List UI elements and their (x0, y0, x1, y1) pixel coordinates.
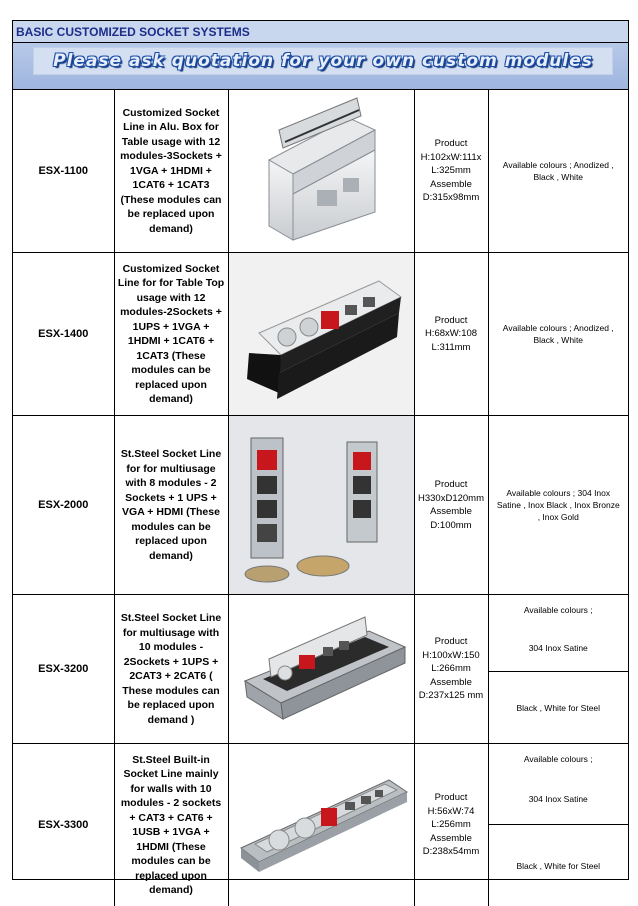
product-dimensions: Product H330xD120mm Assemble D:100mm (414, 416, 488, 595)
table-row (13, 595, 628, 744)
product-description: St.Steel Socket Line for multiusage with 10 modules - 2Sockets + 1UPS + 2CAT3 + 2CAT6 ( These modules can be replaced upon demand ) (114, 595, 228, 744)
colours-header: Available colours ; (489, 744, 629, 774)
colour-option: 304 Inox Satine (489, 625, 629, 671)
product-photo (228, 416, 414, 595)
table-top-socket-image (229, 253, 415, 415)
product-description: Customized Socket Line in Alu. Box for Table usage with 12 modules-3Sockets + 1VGA + 1HDMI + 1CAT6 + 1CAT3 (These modules can be replaced upon demand) (114, 90, 228, 253)
product-code: ESX-1400 (13, 253, 114, 416)
colour-option: Black , White for Steel (489, 824, 629, 906)
available-colours: Available colours ; Anodized , Black , White (488, 253, 628, 416)
product-code: ESX-1100 (13, 90, 114, 253)
steel-tower-socket-image (229, 416, 415, 594)
product-dimensions: Product H:102xW:111x L:325mm Assemble D:315x98mm (414, 90, 488, 253)
product-dimensions: Product H:100xW:150 L:266mm Assemble D:237x125 mm (414, 595, 488, 744)
product-photo (228, 253, 414, 416)
colour-option: Black , White for Steel (489, 671, 629, 743)
available-colours (488, 744, 628, 906)
banner-panel (33, 47, 613, 75)
table-row (13, 253, 628, 416)
product-description: St.Steel Socket Line for for multiusage with 8 modules - 2 Sockets + 1 UPS + VGA + HDMI (These modules can be replaced upon demand) (114, 416, 228, 595)
available-colours: Available colours ; Anodized , Black , White (488, 90, 628, 253)
page-title: BASIC CUSTOMIZED SOCKET SYSTEMS (13, 21, 628, 43)
table-row (13, 90, 628, 253)
banner-text: Please ask quotation for your own custom modules (34, 48, 612, 74)
product-photo (228, 90, 414, 253)
colour-option: 304 Inox Satine (489, 774, 629, 824)
alu-box-socket-image (229, 90, 415, 252)
product-dimensions: Product H:68xW:108 L:311mm (414, 253, 488, 416)
colours-header: Available colours ; (489, 595, 629, 625)
product-description: St.Steel Built-in Socket Line mainly for walls with 10 modules - 2 sockets + CAT3 + CAT6 + 1USB + 1VGA + 1HDMI (These modules can be replaced upon demand) (114, 744, 228, 906)
flip-up-socket-image (229, 595, 415, 743)
available-colours: Available colours ; 304 Inox Satine , Inox Black , Inox Bronze , Inox Gold (488, 416, 628, 595)
product-code: ESX-2000 (13, 416, 114, 595)
product-code: ESX-3200 (13, 595, 114, 744)
table-row (13, 416, 628, 595)
quotation-banner (13, 43, 628, 90)
product-code: ESX-3300 (13, 744, 114, 906)
product-description: Customized Socket Line for for Table Top usage with 12 modules-2Sockets + 1UPS + 1VGA + 1HDMI + 1CAT6 + 1CAT3 (These modules can be replaced upon demand) (114, 253, 228, 416)
wall-socket-image (229, 744, 415, 906)
product-dimensions: Product H:56xW:74 L:256mm Assemble D:238x54mm (414, 744, 488, 906)
available-colours (488, 595, 628, 744)
product-table (13, 89, 628, 906)
product-photo (228, 595, 414, 744)
table-row (13, 744, 628, 906)
product-photo (228, 744, 414, 906)
product-sheet (12, 20, 629, 880)
